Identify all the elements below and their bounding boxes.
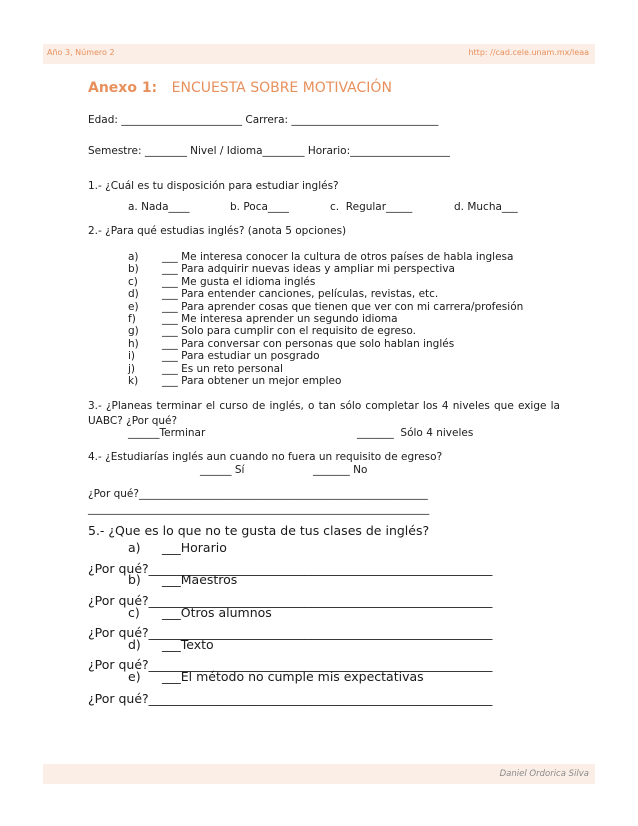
- q5-porque-c[interactable]: ¿Por qué?_______________________________________________________: [88, 625, 493, 640]
- question-4: 4.- ¿Estudiarías inglés aun cuando no fuera un requisito de egreso?: [88, 451, 443, 463]
- q2-letter-i: i): [128, 350, 136, 363]
- survey-heading: ENCUESTA SOBRE MOTIVACIÓN: [171, 80, 392, 96]
- author-name: Daniel Ordorica Silva: [499, 769, 589, 779]
- question-2: 2.- ¿Para qué estudias inglés? (anota 5 opciones): [88, 225, 347, 237]
- q5-letter-c: c): [128, 605, 140, 620]
- q2-letter-f: f): [128, 313, 136, 325]
- q1-option-c[interactable]: c. Regular_____: [330, 201, 413, 213]
- q2-letter-j: j): [128, 362, 136, 375]
- annex-label: Anexo 1:: [88, 80, 158, 96]
- q2-item-d[interactable]: ___ Para entender canciones, películas, revistas, etc.: [162, 288, 439, 301]
- q4-option-si[interactable]: ______ Sí: [200, 464, 245, 476]
- q5-letter-e: e): [128, 669, 141, 684]
- q5-porque-d[interactable]: ¿Por qué?_______________________________________________________: [88, 657, 493, 672]
- q1-option-d[interactable]: d. Mucha___: [454, 201, 518, 213]
- q5-letter-d: d): [128, 637, 141, 652]
- q5-porque-a[interactable]: ¿Por qué?_______________________________________________________: [88, 561, 493, 576]
- q5-item-otros-alumnos[interactable]: ___Otros alumnos: [162, 605, 272, 620]
- q1-option-b[interactable]: b. Poca____: [230, 201, 289, 213]
- q2-item-k[interactable]: ___ Para obtener un mejor empleo: [162, 375, 342, 387]
- q4-answer-line[interactable]: _________________________________________________________________: [88, 503, 430, 515]
- q1-option-a[interactable]: a. Nada____: [128, 201, 190, 213]
- q2-item-c[interactable]: ___ Me gusta el idioma inglés: [162, 275, 316, 288]
- q2-item-f[interactable]: ___ Me interesa aprender un segundo idioma: [162, 313, 398, 325]
- q2-letter-b: b): [128, 263, 139, 276]
- journal-url[interactable]: http: //cad.cele.unam.mx/leaa: [468, 48, 589, 57]
- question-1: 1.- ¿Cuál es tu disposición para estudiar inglés?: [88, 180, 339, 192]
- question-3: 3.- ¿Planeas terminar el curso de inglés, o tan sólo completar los 4 niveles que exige la UABC? ¿Por qué?: [88, 400, 560, 427]
- q2-letter-a: a): [128, 251, 139, 263]
- q2-item-i[interactable]: ___ Para estudiar un posgrado: [162, 350, 320, 363]
- field-semestre-nivel-horario[interactable]: Semestre: ________ Nivel / Idioma________ Horario:___________________: [88, 145, 450, 157]
- q2-letter-k: k): [128, 375, 139, 387]
- q2-item-e[interactable]: ___ Para aprender cosas que tienen que ver con mi carrera/profesión: [162, 300, 524, 313]
- q2-letter-c: c): [128, 275, 138, 288]
- q3-option-terminar[interactable]: ______Terminar: [128, 427, 206, 439]
- q3-option-4-niveles[interactable]: _______ Sólo 4 niveles: [357, 427, 474, 439]
- q2-letter-g: g): [128, 325, 139, 338]
- q5-letter-a: a): [128, 540, 141, 555]
- page-title: [88, 80, 392, 96]
- q5-item-horario[interactable]: ___Horario: [162, 540, 227, 555]
- q2-item-j[interactable]: ___ Es un reto personal: [162, 362, 283, 375]
- q2-letter-d: d): [128, 288, 139, 301]
- question-5: 5.- ¿Que es lo que no te gusta de tus clases de inglés?: [88, 523, 430, 538]
- q5-porque-e[interactable]: ¿Por qué?_______________________________________________________: [88, 691, 493, 706]
- q5-item-metodo[interactable]: ___El método no cumple mis expectativas: [162, 669, 424, 684]
- q5-letter-b: b): [128, 572, 141, 587]
- q4-option-no[interactable]: _______ No: [313, 464, 368, 476]
- q2-letter-h: h): [128, 337, 139, 350]
- q2-item-g[interactable]: ___ Solo para cumplir con el requisito de egreso.: [162, 325, 416, 338]
- q2-letter-e: e): [128, 300, 139, 313]
- q2-item-b[interactable]: ___ Para adquirir nuevas ideas y ampliar mi perspectiva: [162, 263, 455, 276]
- q5-item-texto[interactable]: ___Texto: [162, 637, 214, 652]
- footer-band: [43, 764, 595, 784]
- q5-porque-b[interactable]: ¿Por qué?_______________________________________________________: [88, 593, 493, 608]
- q2-item-h[interactable]: ___ Para conversar con personas que solo hablan inglés: [162, 337, 455, 350]
- q5-item-maestros[interactable]: ___Maestros: [162, 572, 238, 587]
- journal-issue: Año 3, Número 2: [47, 48, 115, 57]
- field-edad-carrera[interactable]: Edad: _______________________ Carrera: ____________________________: [88, 114, 439, 126]
- q4-porque-field[interactable]: ¿Por qué?_______________________________________________________: [88, 488, 428, 500]
- q2-item-a[interactable]: ___ Me interesa conocer la cultura de otros países de habla inglesa: [162, 251, 514, 263]
- header-band: [43, 44, 595, 64]
